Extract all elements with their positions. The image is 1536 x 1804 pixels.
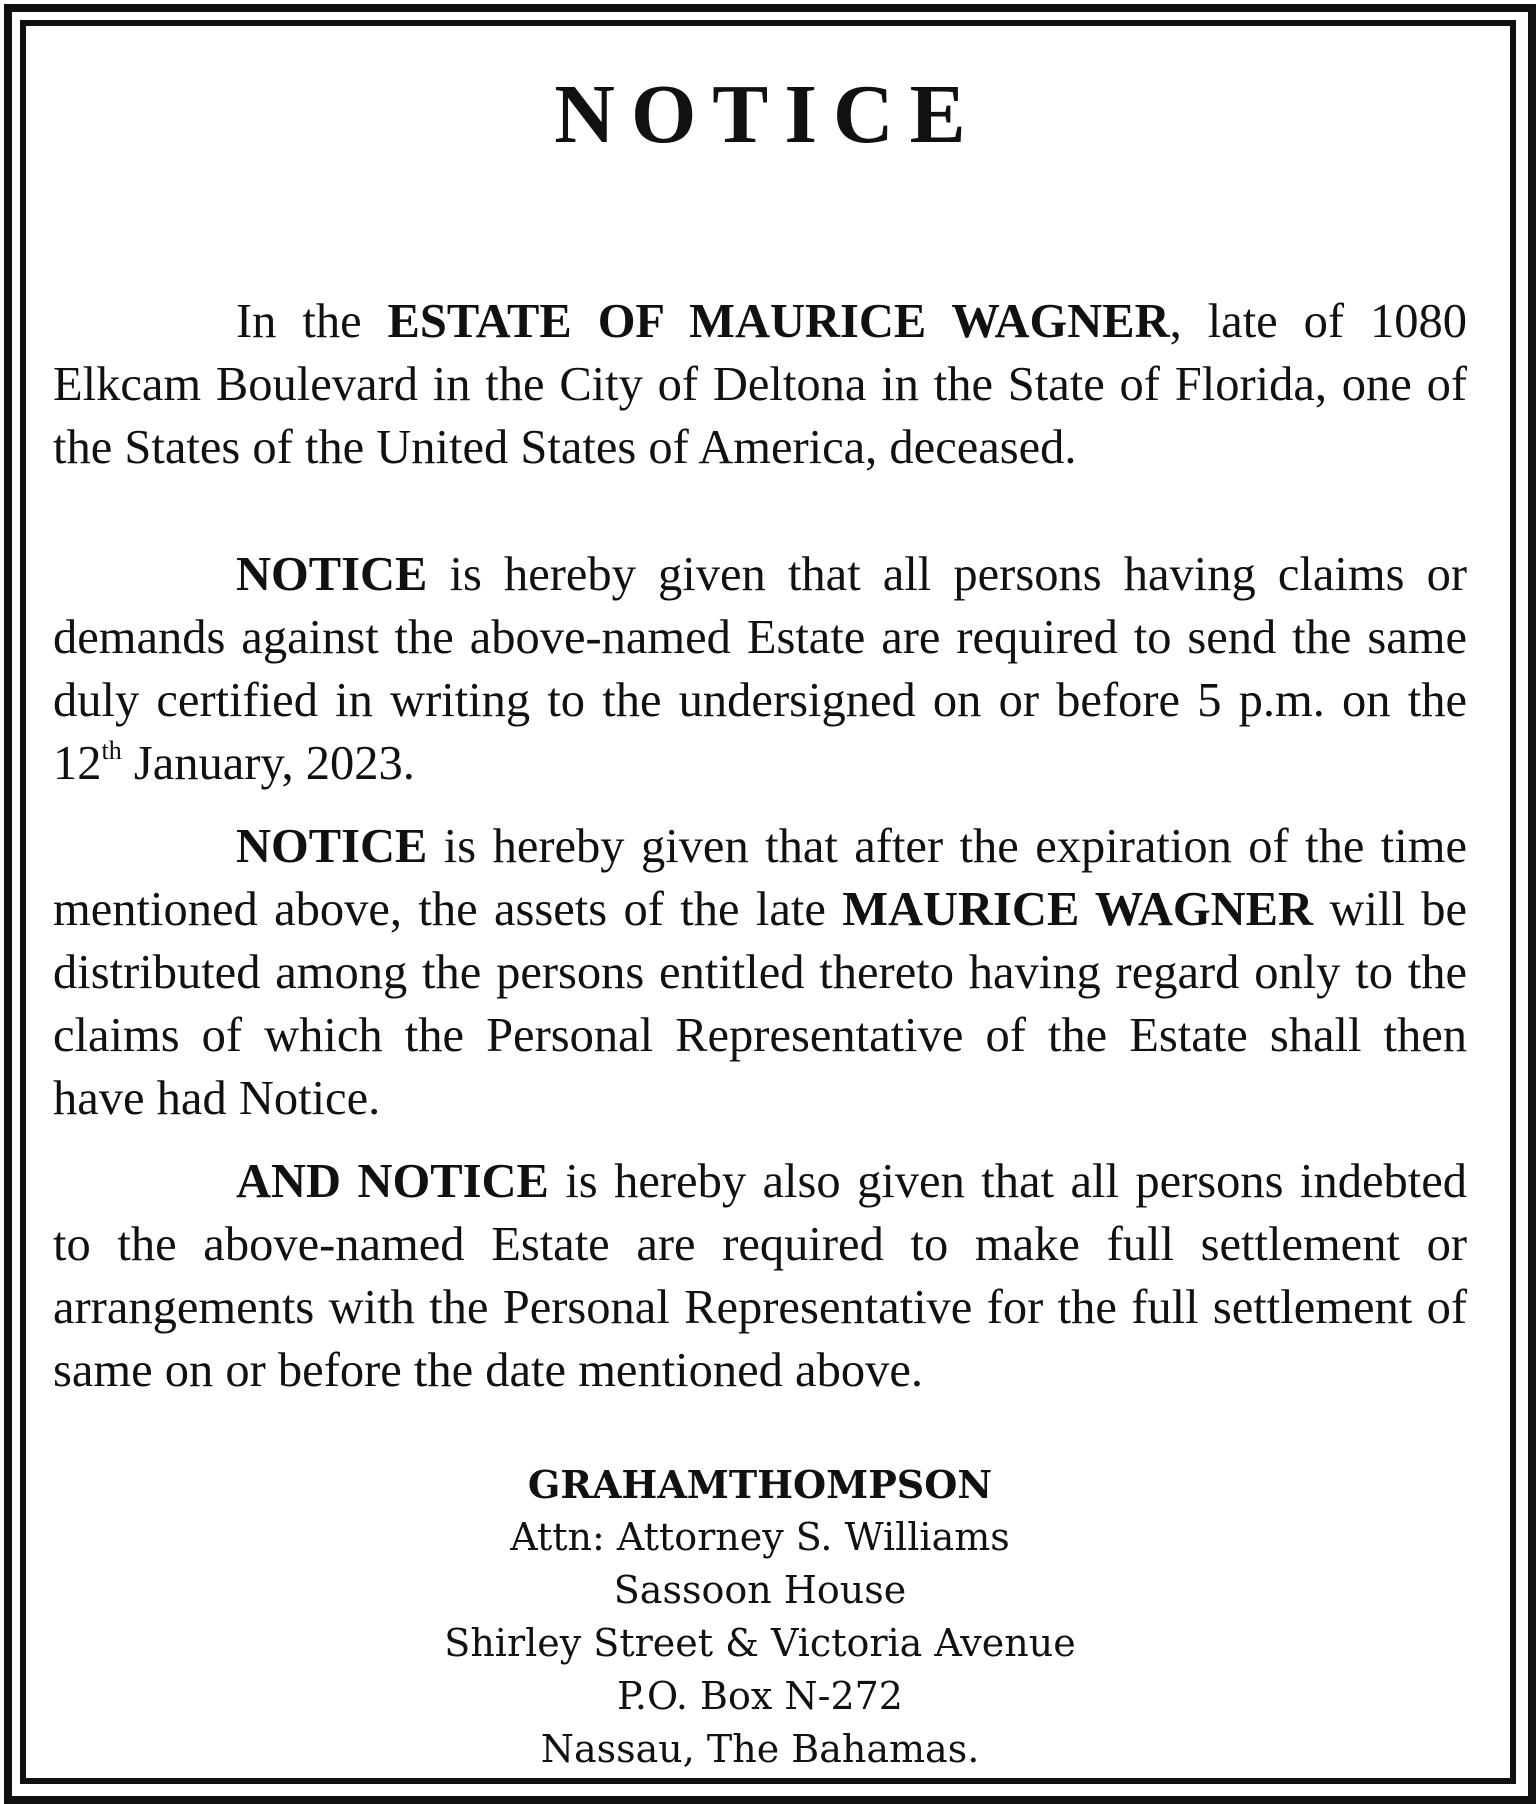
street-line: Shirley Street & Victoria Avenue [444, 1621, 1076, 1665]
settlement-paragraph [53, 1150, 1467, 1402]
building-line: Sassoon House [613, 1568, 907, 1612]
notice-body [53, 60, 1467, 1776]
distribution-text: is hereby given that after the expiration of the time mentioned above, the assets of the late [53, 820, 1467, 936]
settlement-text: is hereby also given that all persons indebted to the above-named Estate are required to make full settlement or arrangements with the Personal Representative for the full settlement of same on or before the date mentioned above. [53, 1155, 1467, 1397]
date-ordinal-suffix: th [101, 736, 122, 765]
deceased-name: MAURICE WAGNER [842, 883, 1314, 936]
claims-text: is hereby given that all persons having claims or demands against the above-named Estate are required to send the same duly certified in writing to the undersigned on or before 5 p.m. on the 12 [53, 548, 1467, 790]
estate-name: ESTATE OF MAURICE WAGNER [387, 295, 1170, 348]
notice-title: NOTICE [554, 68, 982, 161]
estate-lead-text: In the [236, 295, 388, 348]
settlement-notice-label: AND NOTICE [236, 1155, 549, 1208]
city-line: Nassau, The Bahamas. [540, 1727, 980, 1771]
estate-address-text: , late of 1080 Elkcam Boulevard in the City of Deltona in the State of Florida, one of the States of the United States of America, deceased. [53, 295, 1468, 474]
po-box-line: P.O. Box N-272 [617, 1674, 903, 1718]
distribution-notice-label: NOTICE [236, 820, 428, 873]
distribution-tail-text: will be distributed among the persons entitled thereto having regard only to the claims of which the Personal Representative of the Estate shall then have had Notice. [53, 883, 1467, 1125]
claims-deadline-text: January, 2023. [121, 737, 415, 790]
claims-paragraph [53, 543, 1467, 795]
attention-line: Attn: Attorney S. Williams [510, 1515, 1010, 1559]
distribution-paragraph [53, 815, 1467, 1130]
signature-block [53, 1458, 1467, 1776]
estate-paragraph [53, 290, 1467, 479]
claims-notice-label: NOTICE [236, 548, 428, 601]
firm-name: GRAHAMTHOMPSON [527, 1462, 993, 1507]
